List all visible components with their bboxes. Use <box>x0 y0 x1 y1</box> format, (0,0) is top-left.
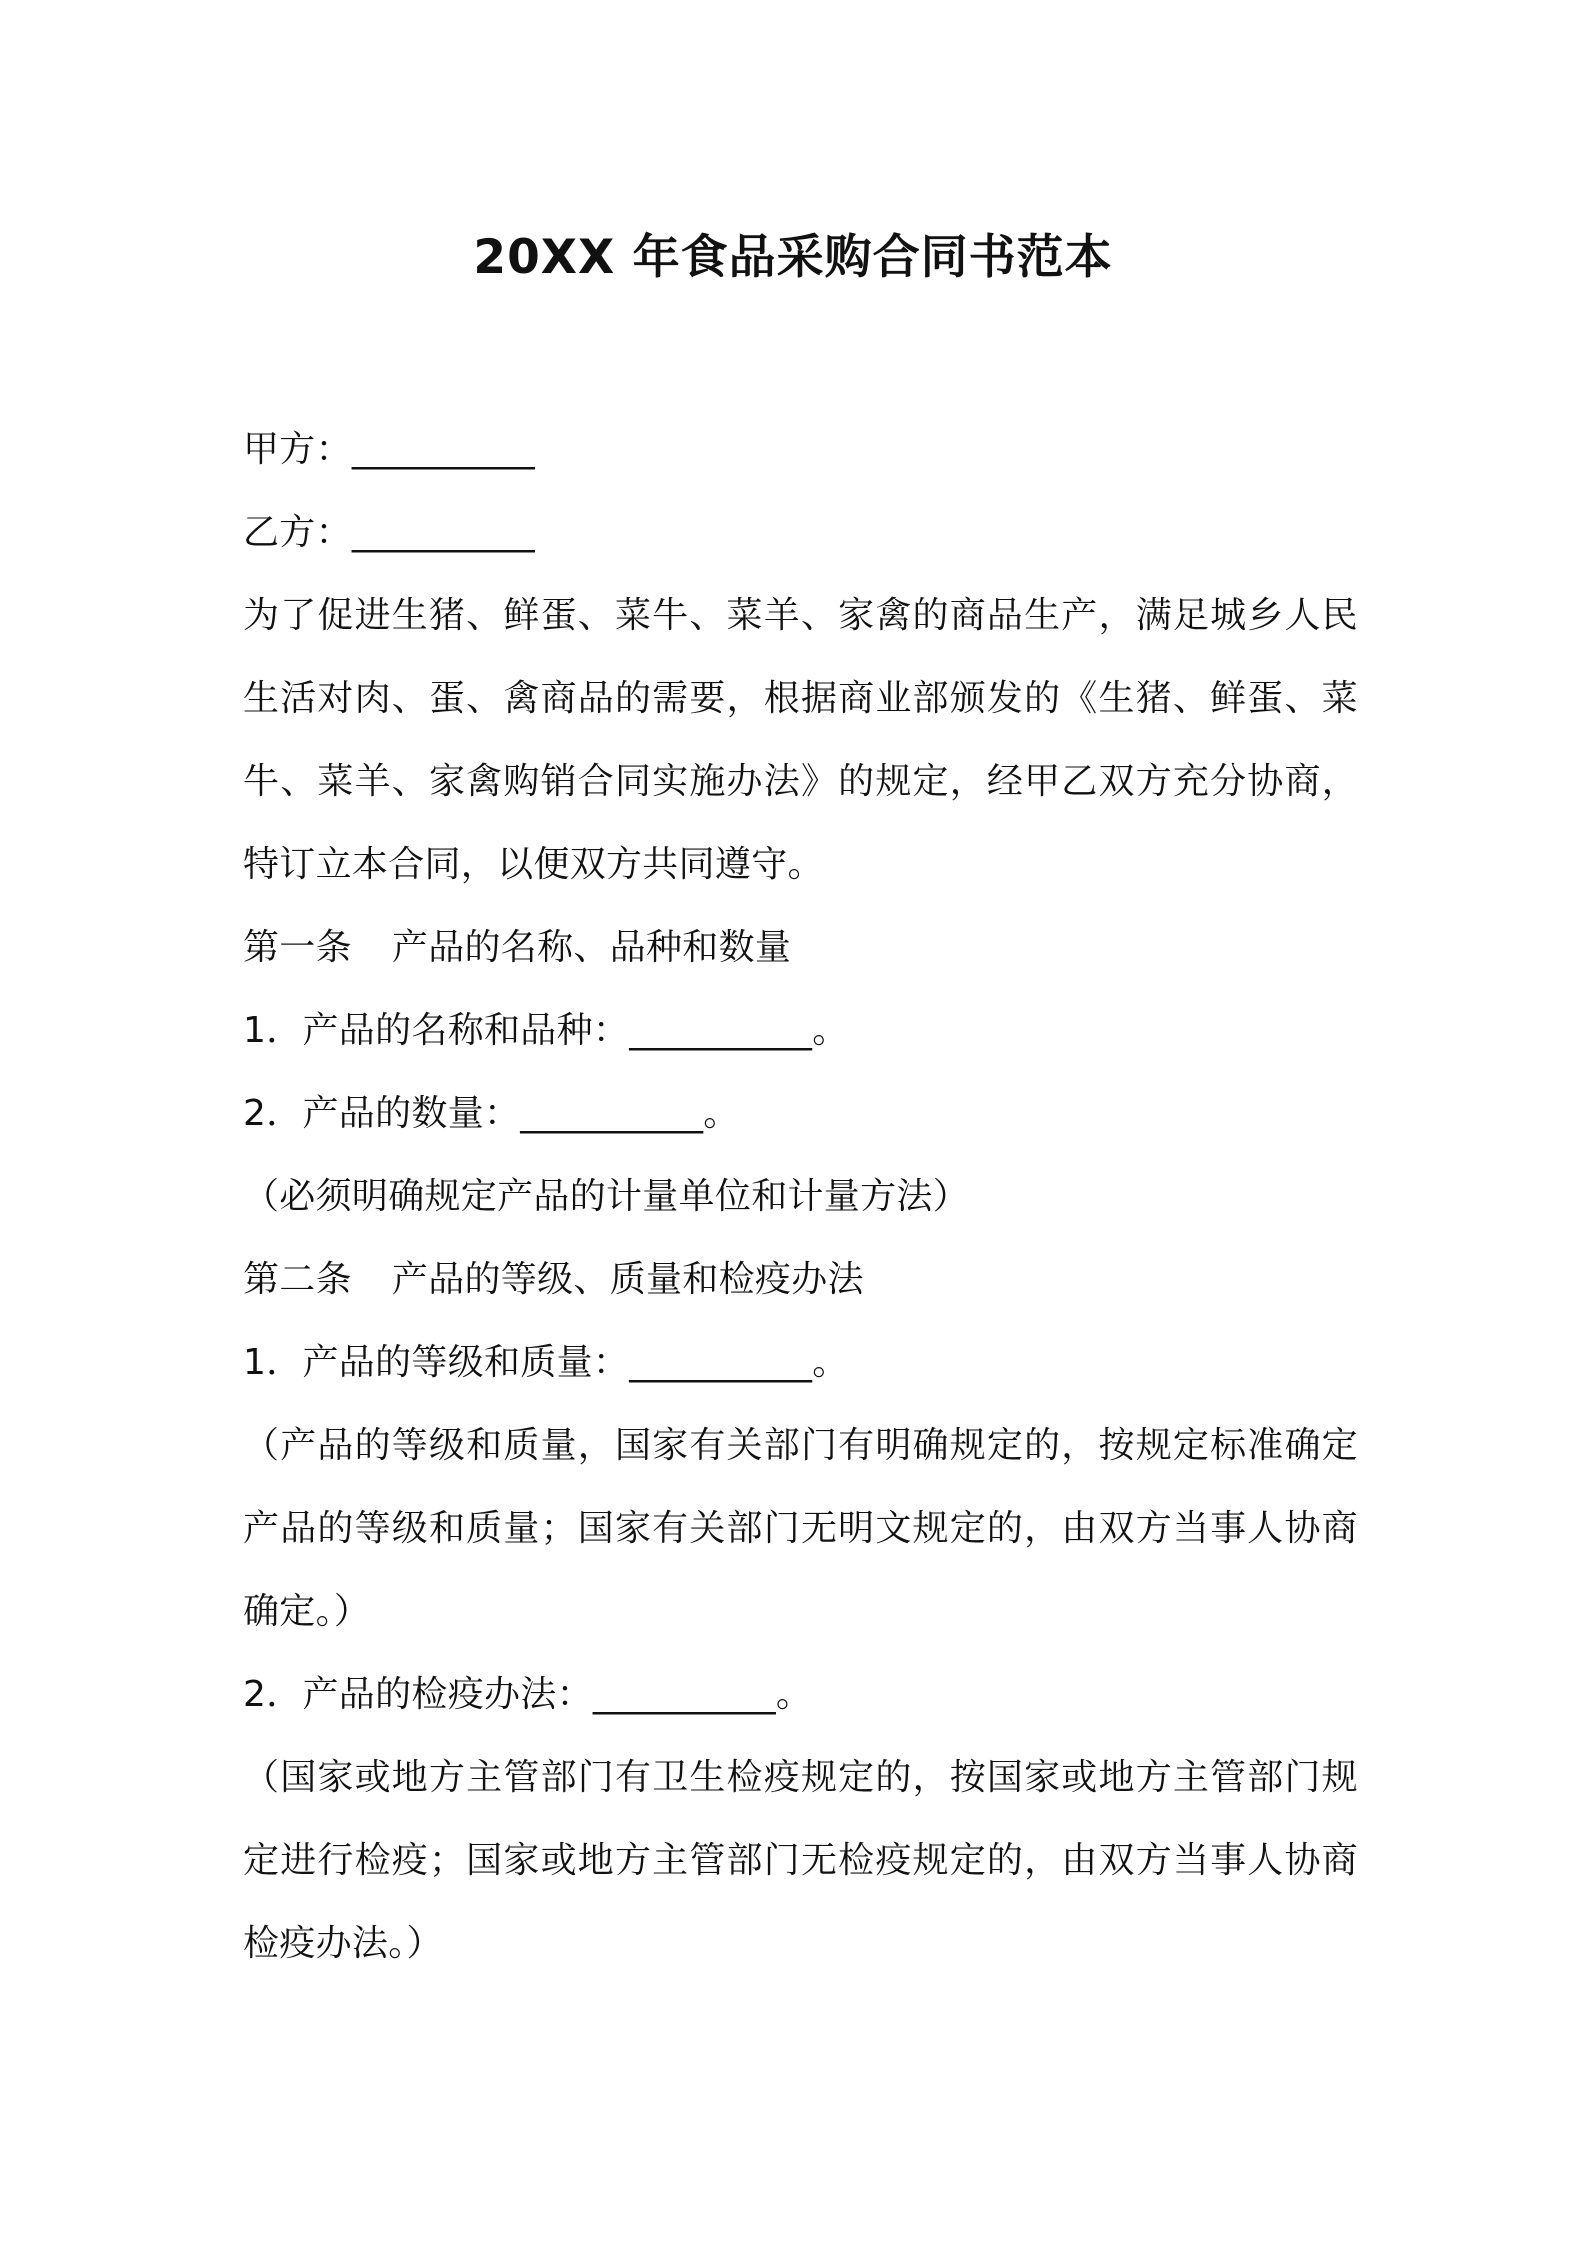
article-2-item-1: 1．产品的等级和质量：__________。 <box>243 1342 849 1383</box>
article-2-title: 产品的等级、质量和检疫办法 <box>391 1259 864 1300</box>
intro-paragraph: 为了促进生猪、鲜蛋、菜牛、菜羊、家禽的商品生产，满足城乡人民生活对肉、蛋、禽商品的需要，根据商业部颁发的《生猪、鲜蛋、菜牛、菜羊、家禽购销合同实施办法》的规定，经甲乙双方充分协商，特订立本合同，以便双方共同遵守。 <box>243 595 1358 885</box>
article-2-note-1: （产品的等级和质量，国家有关部门有明确规定的，按规定标准确定产品的等级和质量；国家有关部门无明文规定的，由双方当事人协商确定。） <box>243 1425 1358 1632</box>
article-2-number: 第二条 <box>243 1259 352 1300</box>
party-b-line: 乙方：__________ <box>243 512 535 553</box>
article-1-title: 产品的名称、品种和数量 <box>391 927 792 968</box>
document-title: 20XX 年食品采购合同书范本 <box>473 230 1113 285</box>
article-1-number: 第一条 <box>243 927 352 968</box>
article-2-item-2: 2．产品的检疫办法：__________。 <box>243 1674 813 1715</box>
article-2-heading <box>243 1238 1358 1321</box>
article-1-note: （必须明确规定产品的计量单位和计量方法） <box>243 1176 970 1217</box>
article-1-item-1: 1．产品的名称和品种：__________。 <box>243 1010 849 1051</box>
article-2-note-2: （国家或地方主管部门有卫生检疫规定的，按国家或地方主管部门规定进行检疫；国家或地方主管部门无检疫规定的，由双方当事人协商检疫办法。） <box>243 1757 1358 1964</box>
article-1-heading <box>243 906 1358 989</box>
document-body <box>243 408 1358 1985</box>
party-a-line: 甲方：__________ <box>243 429 535 470</box>
article-1-item-2: 2．产品的数量：__________。 <box>243 1093 740 1134</box>
